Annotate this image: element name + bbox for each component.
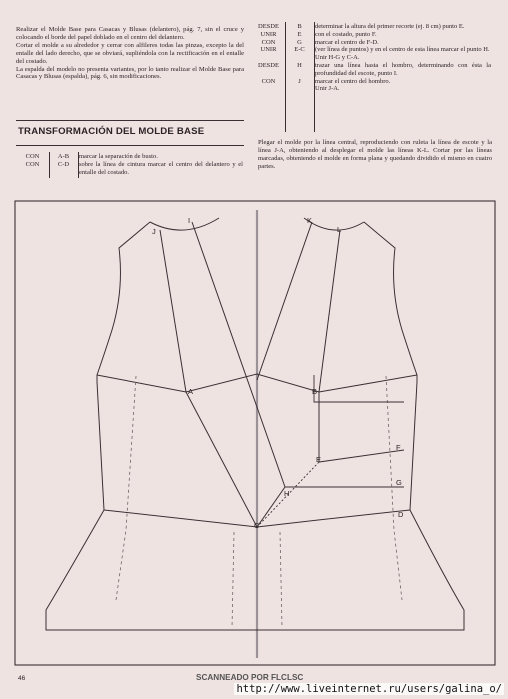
line-K — [257, 222, 312, 380]
line-B-E-F — [319, 392, 404, 462]
source-watermark: http://www.liveinternet.ru/users/galina_o/ — [236, 683, 502, 695]
column-divider — [78, 152, 79, 178]
label-B: B — [312, 387, 318, 396]
label-I: I — [188, 216, 191, 225]
step-verb: CON — [261, 77, 276, 85]
step-text: marcar el centro del hombro. — [315, 77, 391, 85]
table-row — [16, 161, 244, 177]
step-text: (ver línea de puntos) y en el centro de esta línea marcar el punto H. — [315, 46, 490, 54]
column-divider — [285, 22, 286, 132]
label-L: L — [337, 225, 342, 234]
fold-instructions: Plegar el molde por la línea central, reproduciendo con ruleta la línea de escote y la línea J-A, obteniendo al desplegar el molde las líneas K-L. Cortar por las líneas marcadas, obteniendo el molde en forma plana y quedando dividido el mismo en cuatro partes. — [258, 139, 492, 170]
line-L — [319, 230, 340, 392]
step-verb: CON — [25, 153, 40, 160]
table-row — [252, 78, 492, 86]
step-points: G — [297, 38, 302, 46]
step-points: E — [297, 30, 302, 38]
section-rule-bottom — [16, 145, 244, 146]
dart-right — [386, 376, 402, 600]
step-points — [285, 85, 314, 93]
intro-paragraph-2: Cortar el molde a su alrededor y cerrar con alfileres todas las pinzas, excepto la del entalle del lado derecho, que se obviará, supliéndola con la rectificación en el entalle del costado. — [16, 41, 244, 65]
step-points — [285, 54, 314, 62]
column-divider — [314, 22, 315, 132]
step-text: Unir J-A. — [315, 85, 340, 93]
column-divider — [49, 152, 50, 178]
intro-paragraph-3: La espalda del modelo no presenta variantes, por lo tanto realizar el Molde Base para Casacas y Blusas (espalda), pág. 6, sin modificaciones. — [16, 65, 244, 81]
step-verb: CON — [261, 38, 276, 46]
step-verb: UNIR — [260, 30, 277, 38]
step-text: con el costado, punto F. — [315, 30, 377, 38]
step-verb: CON — [25, 160, 40, 168]
label-K: K — [307, 216, 313, 225]
diagram-frame — [15, 201, 495, 665]
center-guide-left — [232, 532, 234, 628]
step-points: B — [297, 23, 302, 30]
step-verb: UNIR — [260, 46, 277, 54]
step-points: A-B — [57, 153, 70, 160]
step-verb — [252, 85, 285, 93]
line-C-H-G — [257, 487, 404, 527]
step-verb: DESDE — [258, 61, 279, 69]
step-points: E-C — [294, 46, 305, 54]
center-guide-right — [280, 532, 282, 628]
scan-credit: SCANNEADO POR FLCLSC — [196, 673, 304, 682]
step-points: H — [297, 61, 302, 69]
label-C: C — [254, 521, 260, 530]
table-row — [252, 62, 492, 78]
transformation-steps-right — [252, 23, 492, 93]
table-row — [252, 85, 492, 93]
page-number: 46 — [18, 675, 26, 682]
label-F: F — [396, 443, 401, 452]
table-row — [252, 39, 492, 47]
label-H: H — [284, 489, 290, 498]
table-row — [16, 153, 244, 161]
label-E: E — [316, 455, 322, 464]
line-C-A — [186, 392, 257, 527]
step-text: trazar una línea hasta el hombro, determinando con ésta la profundidad del escote, punto I. — [315, 61, 491, 77]
intro-paragraph-1: Realizar el Molde Base para Casacas y Blusas (delantero), pág. 7, sin el cruce y colocando el borde del papel doblado en el centro del delantero. — [16, 26, 244, 41]
table-row — [252, 23, 492, 31]
pattern-diagram — [14, 200, 496, 666]
table-row — [252, 54, 492, 62]
transformation-steps-left — [16, 153, 244, 176]
label-A: A — [188, 387, 194, 396]
step-points: C-D — [57, 160, 70, 168]
step-text: sobre la línea de cintura marcar el centro del delantero y el entalle del costado. — [79, 160, 243, 176]
step-text: marcar la separación de busto. — [79, 153, 158, 160]
line-I-H — [192, 222, 285, 487]
step-verb: DESDE — [258, 23, 279, 30]
step-text: Unir H-G y C-A. — [315, 54, 360, 62]
section-rule-top — [16, 120, 244, 121]
line-J-A — [160, 230, 186, 392]
table-row — [252, 46, 492, 54]
pattern-outline — [46, 222, 464, 630]
step-text: determinar la altura del primer recorte (ej. 8 cm) punto E. — [315, 23, 465, 30]
neckline-left — [150, 218, 219, 230]
step-points: J — [298, 77, 301, 85]
label-J: J — [152, 227, 156, 236]
right-side-panel — [314, 375, 404, 402]
table-row — [252, 31, 492, 39]
label-G: G — [396, 478, 402, 487]
step-text: marcar el centro de F-D. — [315, 38, 379, 46]
neckline-right — [304, 218, 364, 230]
intro-text — [16, 26, 244, 81]
step-verb — [252, 54, 285, 62]
label-D: D — [398, 510, 404, 519]
dart-left — [116, 376, 136, 600]
section-title: TRANSFORMACIÓN DEL MOLDE BASE — [18, 126, 205, 137]
